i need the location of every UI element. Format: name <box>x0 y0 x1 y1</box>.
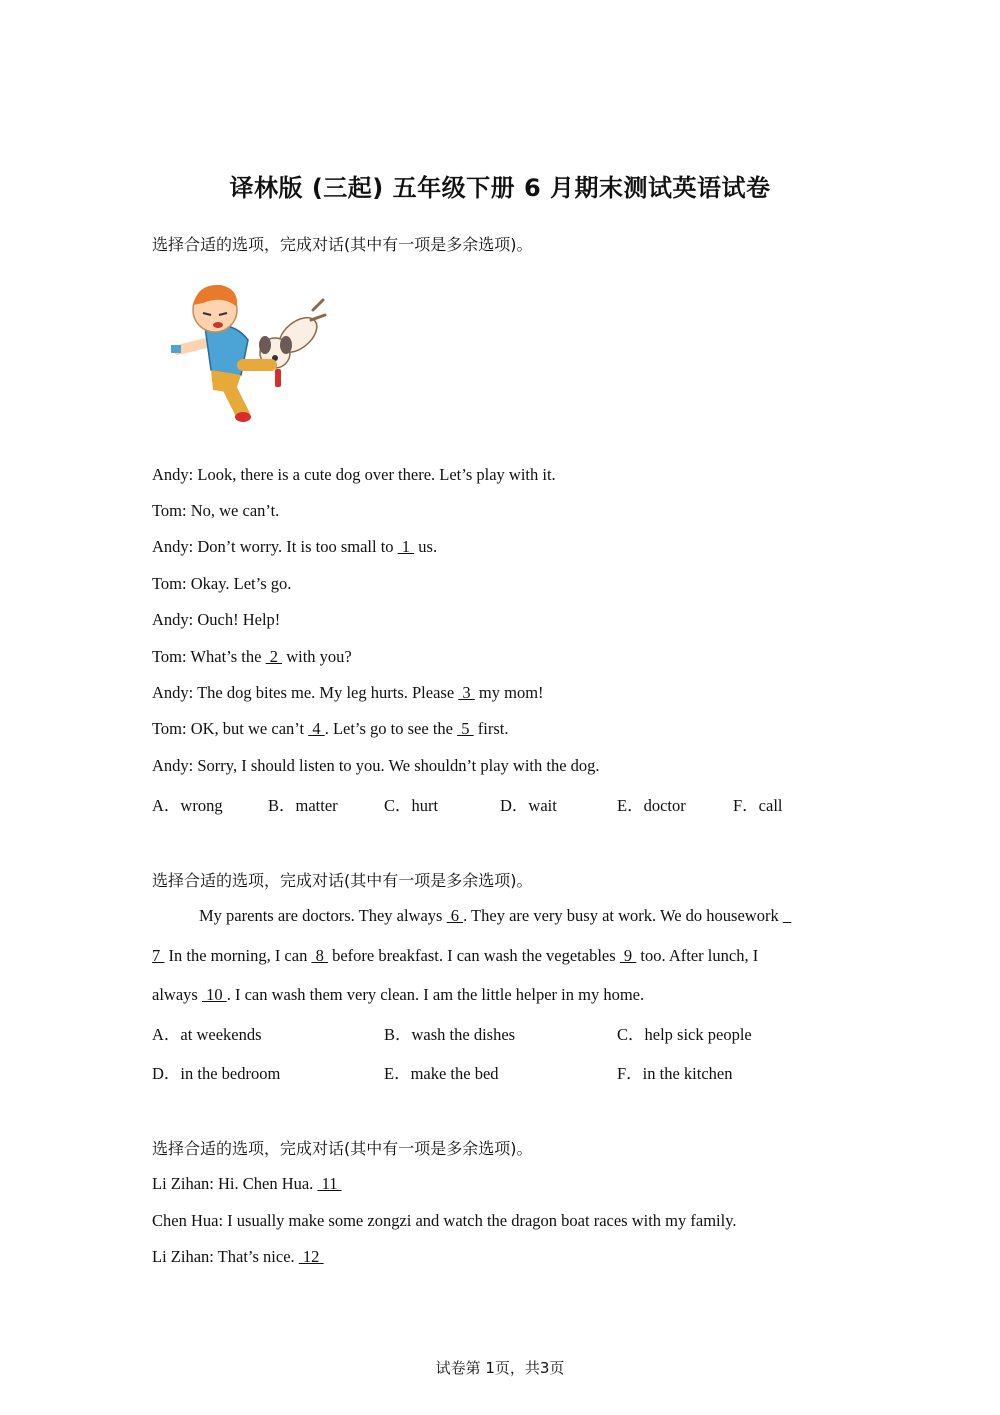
dialogue-line-5: Andy: Ouch! Help! <box>152 610 281 629</box>
blank-8[interactable]: 8 <box>311 946 328 965</box>
option-d[interactable]: D．in the bedroom <box>152 1064 281 1083</box>
section1-instruction: 选择合适的选项，完成对话(其中有一项是多余选项)。 <box>152 235 533 254</box>
dialogue-line-2: Tom: No, we can’t. <box>152 501 280 520</box>
dialogue-line-9: Andy: Sorry, I should listen to you. We shouldn’t play with the dog. <box>152 756 600 775</box>
text: Li Zihan: That’s nice. <box>152 1247 299 1266</box>
blank-12[interactable]: 12 <box>298 1247 324 1266</box>
text: My parents are doctors. They always <box>199 906 447 925</box>
blank-2[interactable]: 2 <box>265 647 283 666</box>
page-title: 译林版 (三起) 五年级下册 6 月期末测试英语试卷 <box>229 174 771 202</box>
option-c[interactable]: C．hurt <box>384 796 439 815</box>
blank-5[interactable]: 5 <box>457 719 474 738</box>
passage-line-1 <box>199 906 791 926</box>
text: before breakfast. I can wash the vegetables <box>327 946 620 965</box>
section2-instruction: 选择合适的选项，完成对话(其中有一项是多余选项)。 <box>152 871 533 890</box>
text: first. <box>473 719 509 738</box>
blank-7[interactable]: 7 <box>152 946 165 965</box>
section3-instruction: 选择合适的选项，完成对话(其中有一项是多余选项)。 <box>152 1139 533 1158</box>
option-a[interactable]: A．at weekends <box>152 1025 262 1044</box>
text: In the morning, I can <box>164 946 312 965</box>
text: my mom! <box>474 683 544 702</box>
option-c[interactable]: C．help sick people <box>617 1025 752 1044</box>
option-b[interactable]: B．matter <box>268 796 338 815</box>
boy-bitten-by-dog-illustration <box>163 265 338 435</box>
blank-4[interactable]: 4 <box>308 719 325 738</box>
blank-9[interactable]: 9 <box>619 946 637 965</box>
blank-3[interactable]: 3 <box>458 683 475 702</box>
dialogue-line-4: Tom: Okay. Let’s go. <box>152 574 292 593</box>
option-a[interactable]: A．wrong <box>152 796 223 815</box>
blank-1[interactable]: 1 <box>397 537 415 556</box>
passage-line-2 <box>152 946 758 966</box>
text: with you? <box>282 647 352 666</box>
text: . Let’s go to see the <box>324 719 458 738</box>
dialogue-line-8 <box>152 719 508 739</box>
dialogue-line-3 <box>152 537 437 557</box>
page-footer: 试卷第 1页，共3页 <box>435 1359 565 1377</box>
text: Li Zihan: Hi. Chen Hua. <box>152 1174 318 1193</box>
text: Andy: Don’t worry. It is too small to <box>152 537 398 556</box>
blank-10[interactable]: 10 <box>201 985 227 1004</box>
text: Tom: What’s the <box>152 647 266 666</box>
dialogue-line-3 <box>152 1247 324 1267</box>
text: always <box>152 985 202 1004</box>
option-b[interactable]: B．wash the dishes <box>384 1025 516 1044</box>
dialogue-line-7 <box>152 683 544 703</box>
text: Andy: The dog bites me. My leg hurts. Please <box>152 683 459 702</box>
text: too. After lunch, I <box>636 946 759 965</box>
option-d[interactable]: D．wait <box>500 796 557 815</box>
passage-line-3 <box>152 985 644 1005</box>
option-f[interactable]: F．call <box>733 796 783 815</box>
dialogue-line-1 <box>152 1174 342 1194</box>
option-e[interactable]: E．doctor <box>617 796 686 815</box>
text: us. <box>414 537 438 556</box>
blank-7-start: _ <box>782 906 792 925</box>
text: . They are very busy at work. We do housework <box>463 906 783 925</box>
option-f[interactable]: F．in the kitchen <box>617 1064 733 1083</box>
blank-11[interactable]: 11 <box>317 1174 342 1193</box>
option-e[interactable]: E．make the bed <box>384 1064 499 1083</box>
text: Tom: OK, but we can’t <box>152 719 309 738</box>
dialogue-line-2: Chen Hua: I usually make some zongzi and watch the dragon boat races with my family. <box>152 1211 737 1230</box>
dialogue-line-6 <box>152 647 352 667</box>
blank-6[interactable]: 6 <box>446 906 464 925</box>
dialogue-line-1: Andy: Look, there is a cute dog over there. Let’s play with it. <box>152 465 556 484</box>
text: . I can wash them very clean. I am the little helper in my home. <box>226 985 645 1004</box>
